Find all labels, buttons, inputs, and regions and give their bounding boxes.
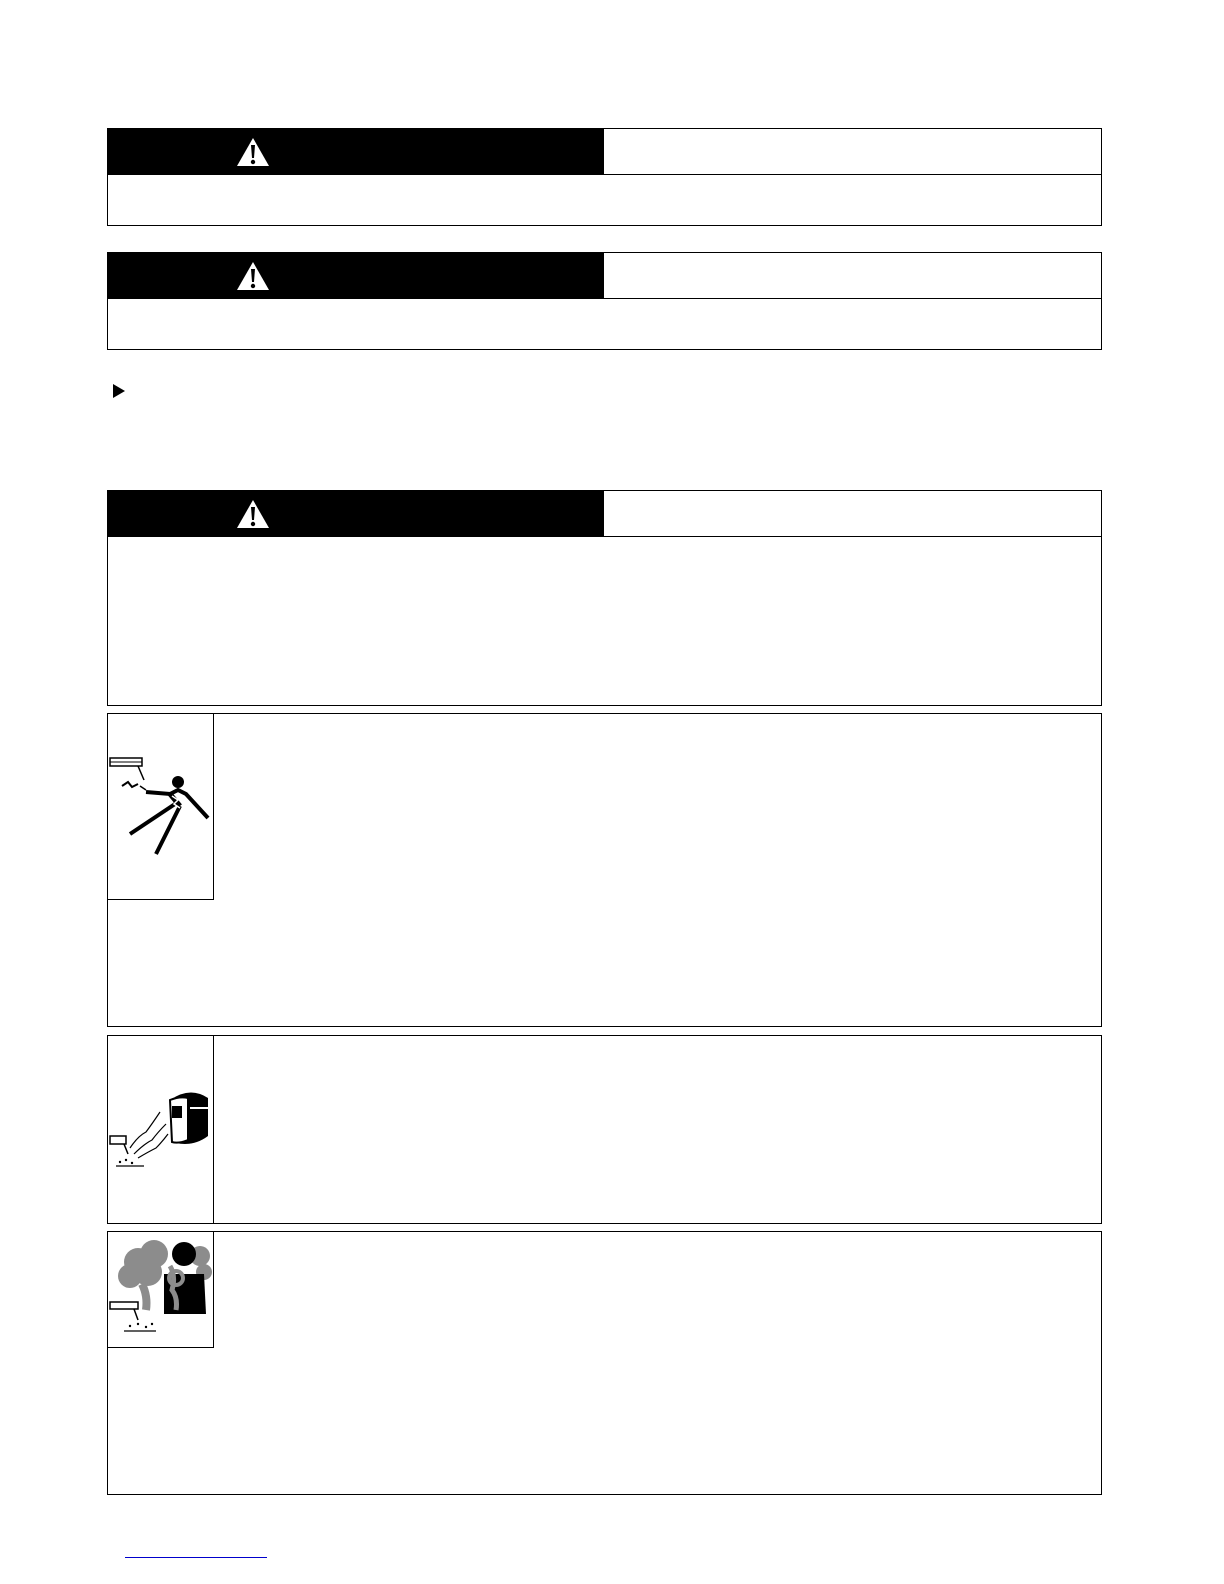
- warning-notice-2: [107, 252, 1102, 350]
- electric-shock-hazard-section: [107, 713, 1102, 1027]
- fumes-and-gases-hazard-section: [107, 1231, 1102, 1495]
- warning-notice-header: [108, 129, 1101, 175]
- warning-triangle-icon: [236, 499, 270, 529]
- warning-triangle-icon: [236, 261, 270, 291]
- electric-shock-hazard-icon: [108, 714, 212, 898]
- warning-notice-3: [107, 490, 1102, 706]
- warning-header-band: [108, 129, 604, 174]
- warning-triangle-icon: [236, 137, 270, 167]
- warning-header-band: [108, 253, 604, 298]
- hazard-icon-cell: [108, 1232, 214, 1348]
- right-triangle-arrow-icon: [112, 383, 126, 399]
- warning-notice-header: [108, 491, 1101, 537]
- footer-link-underline[interactable]: [125, 1557, 267, 1558]
- warning-header-blank: [604, 253, 1101, 298]
- warning-notice-header: [108, 253, 1101, 299]
- warning-header-blank: [604, 129, 1101, 174]
- hazard-icon-cell: [108, 1036, 214, 1223]
- arc-rays-hazard-section: [107, 1035, 1102, 1224]
- arc-rays-welding-helmet-icon: [108, 1036, 212, 1222]
- warning-header-band: [108, 491, 604, 536]
- fumes-and-gases-hazard-icon: [108, 1232, 212, 1346]
- warning-header-blank: [604, 491, 1101, 536]
- warning-notice-1: [107, 128, 1102, 226]
- hazard-icon-cell: [108, 714, 214, 900]
